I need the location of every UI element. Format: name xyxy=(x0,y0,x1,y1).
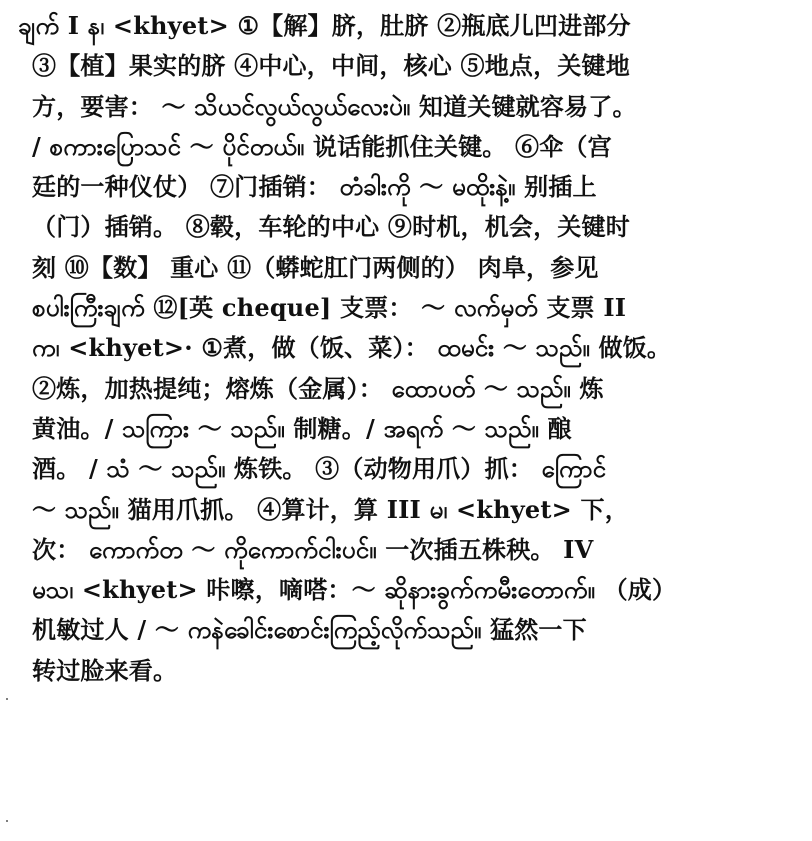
scan-speck xyxy=(6,820,8,822)
entry-line-5: 廷的一种仪仗） ⑦门插销： တံခါးကို ～ မထိုးနဲ့။ 别插上 xyxy=(32,172,597,202)
scan-speck xyxy=(6,698,8,700)
entry-line-6: （门）插销。 ⑧毂，车轮的中心 ⑨时机，机会，关键时 xyxy=(32,212,630,242)
entry-line-14: 次： ကောက်တ ～ ကိုကောက်ငါးပင်။ 一次插五株秧。 IV xyxy=(32,534,594,564)
dictionary-entry xyxy=(18,6,798,691)
entry-line-3: 方，要害： ～ သိယင်လွယ်လွယ်လေးပဲ။ 知道关键就容易了。 xyxy=(32,91,637,121)
entry-line-4: / စကားပြောသင် ～ ပိုင်တယ်။ 说话能抓住关键。 ⑥伞（宫 xyxy=(32,131,612,161)
entry-line-7: 刻 ⑩【数】 重心 ⑪（蟒蛇肛门两侧的） 肉阜，参见 xyxy=(32,252,599,282)
entry-line-9: က၊ <khyet>· ①煮，做（饭、菜）： ထမင်း ～ သည်။ 做饭。 xyxy=(32,333,672,363)
entry-line-10: ②炼，加热提纯；熔炼（金属）： ထောပတ် ～ သည်။ 炼 xyxy=(32,373,604,403)
entry-line-12: 酒。 / သံ ～ သည်။ 炼铁。 ③（动物用爪）抓： ကြောင် xyxy=(32,454,607,484)
entry-line-17: 转过脸来看。 xyxy=(32,655,178,685)
entry-line-11: 黄油。/ သကြား ～ သည်။ 制糖。/ အရက် ～ သည်။ 酿 xyxy=(32,413,572,443)
entry-line-13: ～ သည်။ 猫用爪抓。 ④算计，算 III မ၊ <khyet> 下， xyxy=(32,494,629,524)
entry-line-15: မသ၊ <khyet> 咔嚓，嘀嗒：～ ဆိုနားခွက်ကမီးတောက်။ （成） xyxy=(32,575,677,605)
entry-line-16: 机敏过人 / ～ ကနဲခေါင်းစောင်းကြည့်လိုက်သည်။ 猛然一下 xyxy=(32,615,587,645)
entry-line-8: စပါးကြီးချက် ⑫[英 cheque] 支票： ～ လက်မှတ် 支票 II xyxy=(32,293,627,323)
entry-line-2: ③【植】果实的脐 ④中心，中间，核心 ⑤地点，关键地 xyxy=(32,51,630,81)
entry-line-1: ချက် I န၊ <khyet> ①【解】脐，肚脐 ②瓶底儿凹进部分 xyxy=(18,11,631,40)
